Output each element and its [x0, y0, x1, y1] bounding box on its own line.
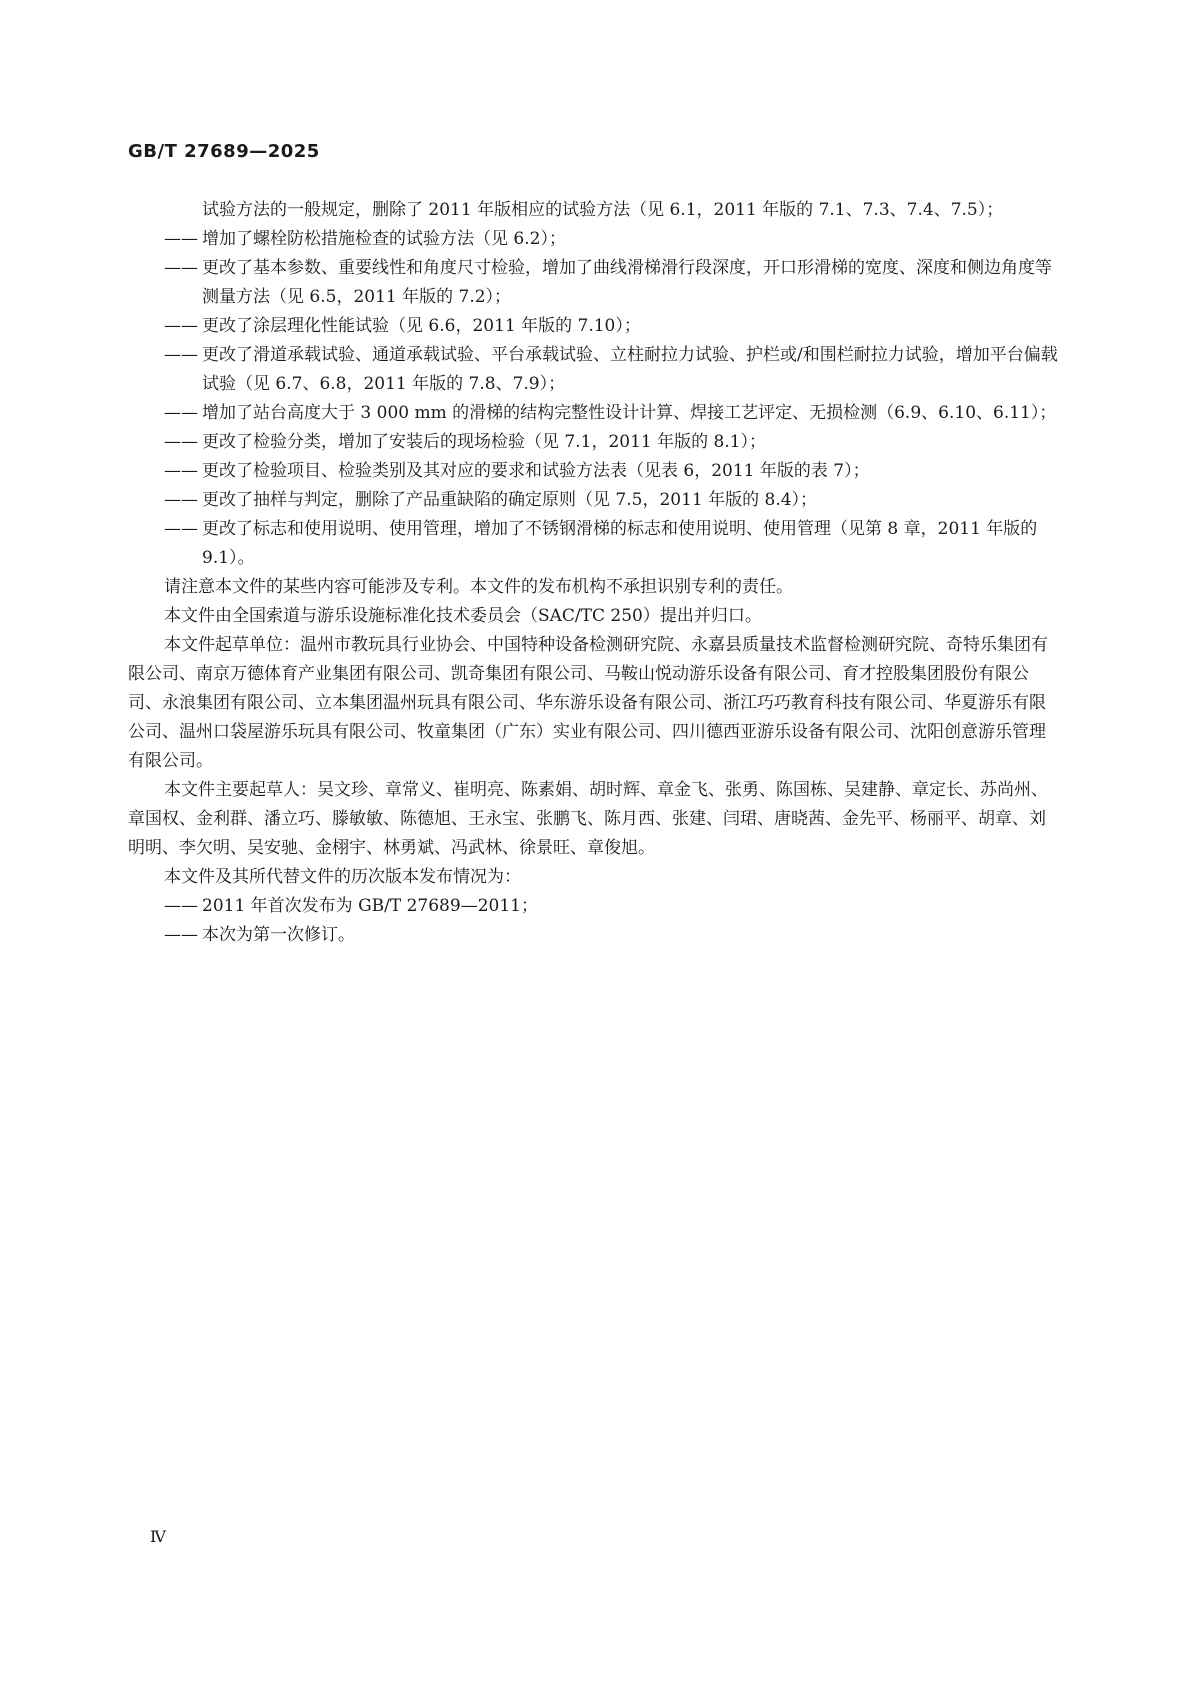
- change-item: [128, 312, 1062, 341]
- dash-mark: ——: [164, 432, 198, 452]
- dash-mark: ——: [164, 461, 198, 481]
- change-item-text: 更改了抽样与判定，删除了产品重缺陷的确定原则（见 7.5，2011 年版的 8.4）；: [202, 490, 818, 510]
- change-item-text: 增加了站台高度大于 3 000 mm 的滑梯的结构完整性设计计算、焊接工艺评定、无损检测（6.9、6.10、6.11）；: [202, 403, 1057, 423]
- change-item-text: 更改了基本参数、重要线性和角度尺寸检验，增加了曲线滑梯滑行段深度，开口形滑梯的宽度、深度和侧边角度等测量方法（见 6.5，2011 年版的 7.2）；: [202, 258, 1052, 307]
- proposer-statement: 本文件由全国索道与游乐设施标准化技术委员会（SAC/TC 250）提出并归口。: [164, 606, 762, 626]
- dash-mark: ——: [164, 519, 198, 539]
- dash-mark: ——: [164, 490, 198, 510]
- foreword-body: [128, 196, 1062, 950]
- dash-mark: ——: [164, 925, 198, 945]
- change-item-text: 增加了螺栓防松措施检查的试验方法（见 6.2）；: [202, 229, 566, 249]
- dash-mark: ——: [164, 229, 198, 249]
- change-item: [128, 341, 1062, 399]
- change-item: [128, 225, 1062, 254]
- change-item-text: 更改了滑道承载试验、通道承载试验、平台承载试验、立柱耐拉力试验、护栏或/和围栏耐拉力试验，增加平台偏载试验（见 6.7、6.8，2011 年版的 7.8、7.9）；: [202, 345, 1058, 394]
- change-item: [128, 399, 1062, 428]
- dash-mark: ——: [164, 896, 198, 916]
- change-item: [128, 254, 1062, 312]
- history-item-text: 2011 年首次发布为 GB/T 27689—2011；: [202, 896, 538, 916]
- drafters: 本文件主要起草人：吴文珍、章常义、崔明亮、陈素娟、胡时辉、章金飞、张勇、陈国栋、吴建静、章定长、苏尚州、章国权、金利群、潘立巧、滕敏敏、陈德旭、王永宝、张鹏飞、陈月西、张建、闫珺、唐晓茜、金先平、杨丽平、胡章、刘明明、李欠明、吴安驰、金栩宇、林勇斌、冯武林、徐景旺、章俊旭。: [128, 780, 1048, 858]
- history-item-text: 本次为第一次修订。: [202, 925, 355, 945]
- document-number: GB/T 27689—2025: [128, 141, 320, 162]
- dash-mark: ——: [164, 316, 198, 336]
- history-item: [128, 921, 1062, 950]
- change-item-text: 更改了涂层理化性能试验（见 6.6，2011 年版的 7.10）；: [202, 316, 641, 336]
- dash-mark: ——: [164, 403, 198, 423]
- change-item: [128, 486, 1062, 515]
- change-item: [128, 457, 1062, 486]
- change-item-text: 更改了标志和使用说明、使用管理，增加了不锈钢滑梯的标志和使用说明、使用管理（见第 8 章，2011 年版的 9.1）。: [202, 519, 1038, 568]
- change-item-text: 更改了检验分类，增加了安装后的现场检验（见 7.1，2011 年版的 8.1）；: [202, 432, 767, 452]
- dash-mark: ——: [164, 258, 198, 278]
- dash-mark: ——: [164, 345, 198, 365]
- patent-notice: 请注意本文件的某些内容可能涉及专利。本文件的发布机构不承担识别专利的责任。: [164, 577, 793, 597]
- history-item: [128, 892, 1062, 921]
- change-item: [128, 428, 1062, 457]
- history-intro: 本文件及其所代替文件的历次版本发布情况为：: [164, 867, 521, 887]
- continued-change-item: 试验方法的一般规定，删除了 2011 年版相应的试验方法（见 6.1，2011 年版的 7.1、7.3、7.4、7.5）；: [202, 200, 1004, 220]
- page-number: Ⅳ: [150, 1527, 166, 1546]
- drafting-units: 本文件起草单位：温州市教玩具行业协会、中国特种设备检测研究院、永嘉县质量技术监督检测研究院、奇特乐集团有限公司、南京万德体育产业集团有限公司、凯奇集团有限公司、马鞍山悦动游乐设备有限公司、育才控股集团股份有限公司、永浪集团有限公司、立本集团温州玩具有限公司、华东游乐设备有限公司、浙江巧巧教育科技有限公司、华夏游乐有限公司、温州口袋屋游乐玩具有限公司、牧童集团（广东）实业有限公司、四川德西亚游乐设备有限公司、沈阳创意游乐管理有限公司。: [128, 635, 1048, 771]
- change-item: [128, 515, 1062, 573]
- change-item-text: 更改了检验项目、检验类别及其对应的要求和试验方法表（见表 6，2011 年版的表 7）；: [202, 461, 870, 481]
